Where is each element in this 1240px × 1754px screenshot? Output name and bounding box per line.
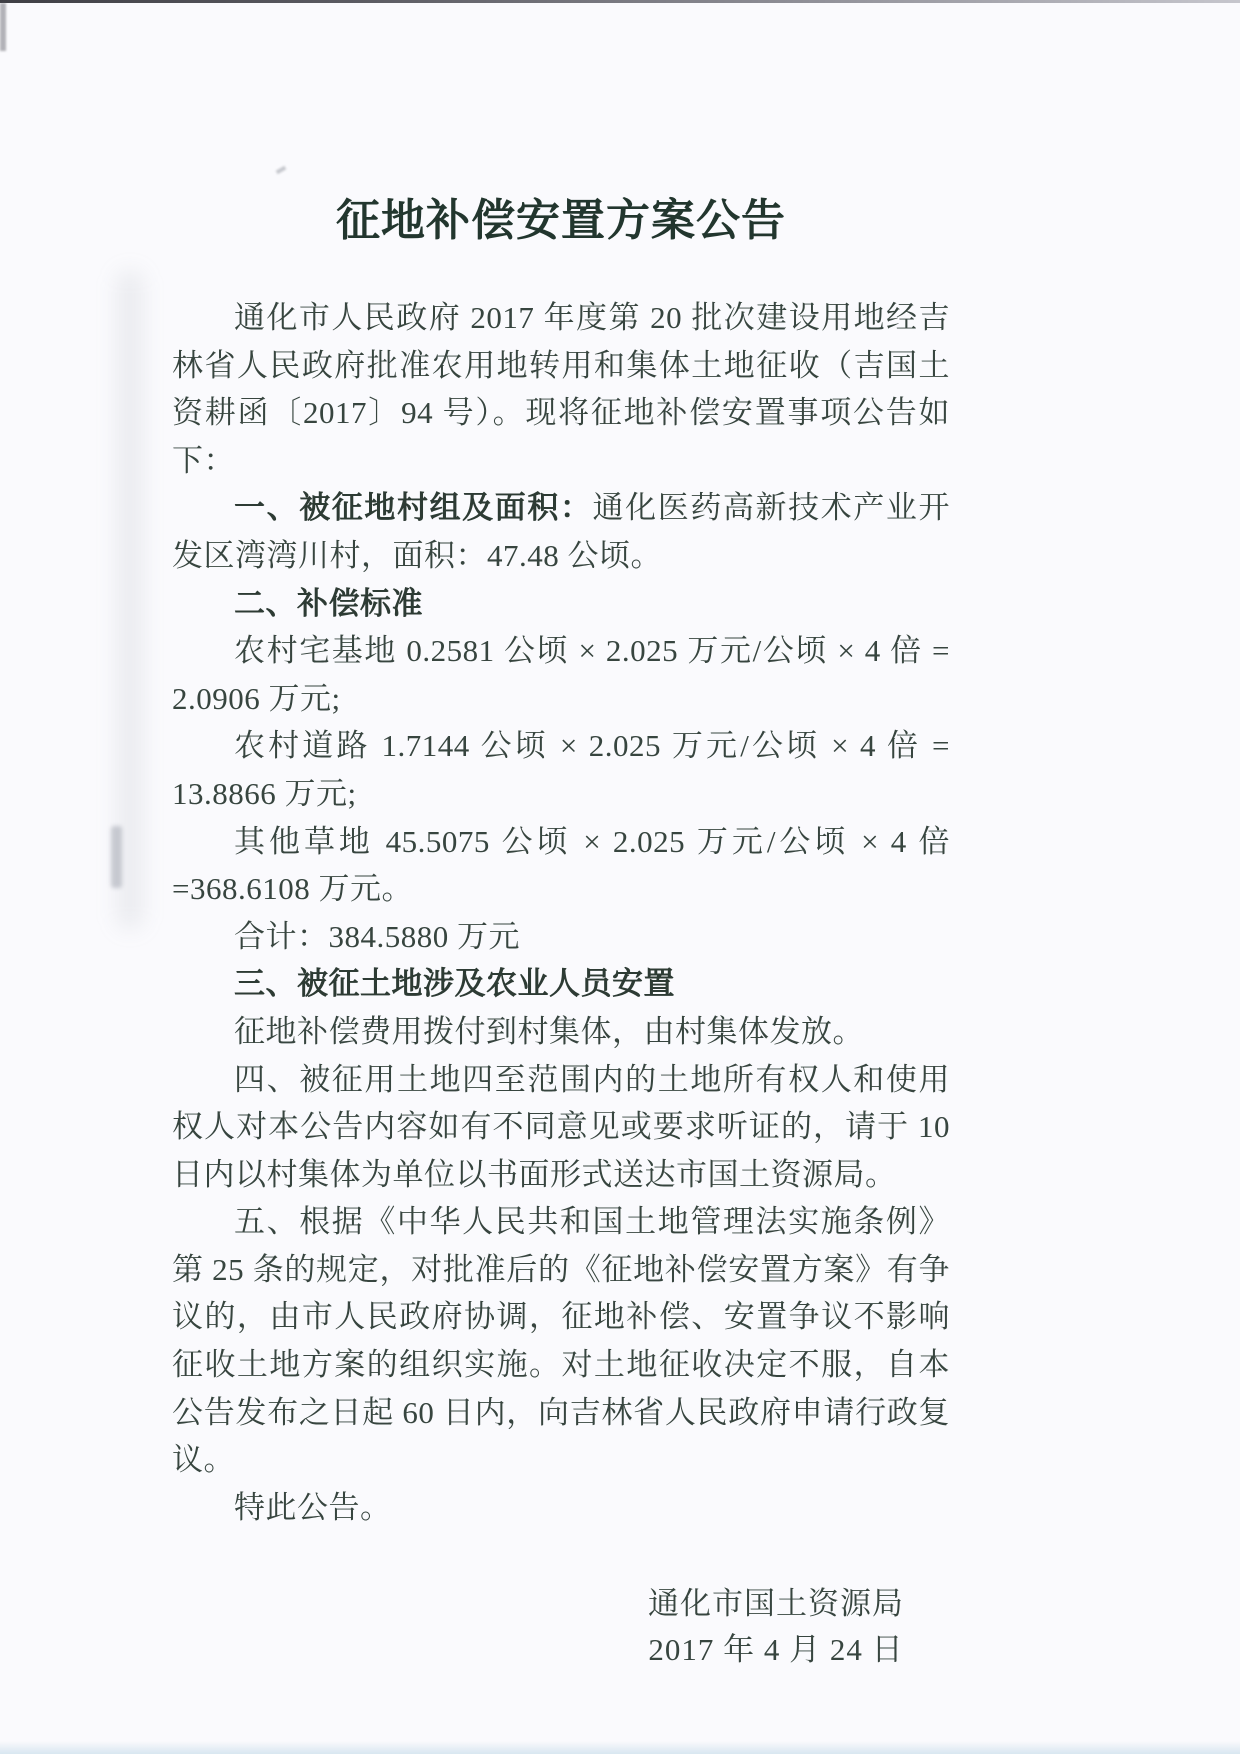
section-3-body-text: 征地补偿费用拨付到村集体，由村集体发放。 [234, 1013, 864, 1049]
calc-homestead-text: 农村宅基地 0.2581 公顷 × 2.025 万元/公顷 × 4 倍 = 2.0906 万元; [172, 633, 950, 716]
closing-text: 特此公告。 [234, 1489, 392, 1525]
compensation-calc-grassland [172, 818, 950, 913]
section-1-villages-area [172, 484, 950, 579]
calc-grassland-text: 其他草地 45.5075 公顷 × 2.025 万元/公顷 × 4 倍 =368.6108 万元。 [172, 823, 950, 907]
section-1-text: 通化医药高新技术产业开发区湾湾川村，面积：47.48 公顷。 [172, 490, 950, 573]
section-5-text: 五、根据《中华人民共和国土地管理法实施条例》第 25 条的规定，对批准后的《征地补偿安置方案》有争议的，由市人民政府协调，征地补偿、安置争议不影响征收土地方案的组织实施。对土地征收决定不服，自本公告发布之日起 60 日内，向吉林省人民政府申请行政复议。 [172, 1204, 950, 1478]
section-3-body [172, 1008, 950, 1056]
section-1-heading-label: 一、被征地村组及面积： [234, 490, 593, 526]
scan-artifact-left-notch [0, 3, 6, 51]
document-title: 征地补偿安置方案公告 [336, 196, 786, 245]
total-text: 合计：384.5880 万元 [234, 918, 520, 954]
paragraph-intro [172, 294, 950, 484]
section-5-body [172, 1198, 950, 1484]
scan-artifact-speck [276, 166, 287, 174]
section-2-heading [172, 580, 950, 628]
section-2-heading-label: 二、补偿标准 [234, 585, 423, 621]
section-3-heading [172, 960, 950, 1008]
signature-block [648, 1581, 904, 1673]
signature-date: 2017 年 4 月 24 日 [648, 1632, 904, 1668]
compensation-calc-roads [172, 722, 950, 817]
section-4-text: 四、被征用土地四至范围内的土地所有权人和使用权人对本公告内容如有不同意见或要求听证的，请于 10 日内以村集体为单位以书面形式送达市国土资源局。 [172, 1061, 950, 1192]
section-3-heading-label: 三、被征土地涉及农业人员安置 [234, 966, 675, 1002]
scan-artifact-left-dash [111, 826, 122, 888]
scan-artifact-bottom-band [0, 1741, 1240, 1754]
compensation-total [172, 913, 950, 961]
scan-artifact-top-edge [0, 0, 1240, 3]
paragraph-intro-text: 通化市人民政府 2017 年度第 20 批次建设用地经吉林省人民政府批准农用地转用和集体土地征收（吉国土资耕函〔2017〕94 号）。现将征地补偿安置事项公告如下： [172, 300, 950, 478]
closing-line [172, 1484, 950, 1532]
scan-artifact-left-smudge [116, 270, 144, 930]
compensation-calc-homestead [172, 627, 950, 722]
document-body [172, 184, 950, 1673]
signature-issuer: 通化市国土资源局 [648, 1586, 904, 1622]
section-4-body [172, 1056, 950, 1199]
calc-roads-text: 农村道路 1.7144 公顷 × 2.025 万元/公顷 × 4 倍 = 13.8866 万元; [172, 728, 950, 811]
